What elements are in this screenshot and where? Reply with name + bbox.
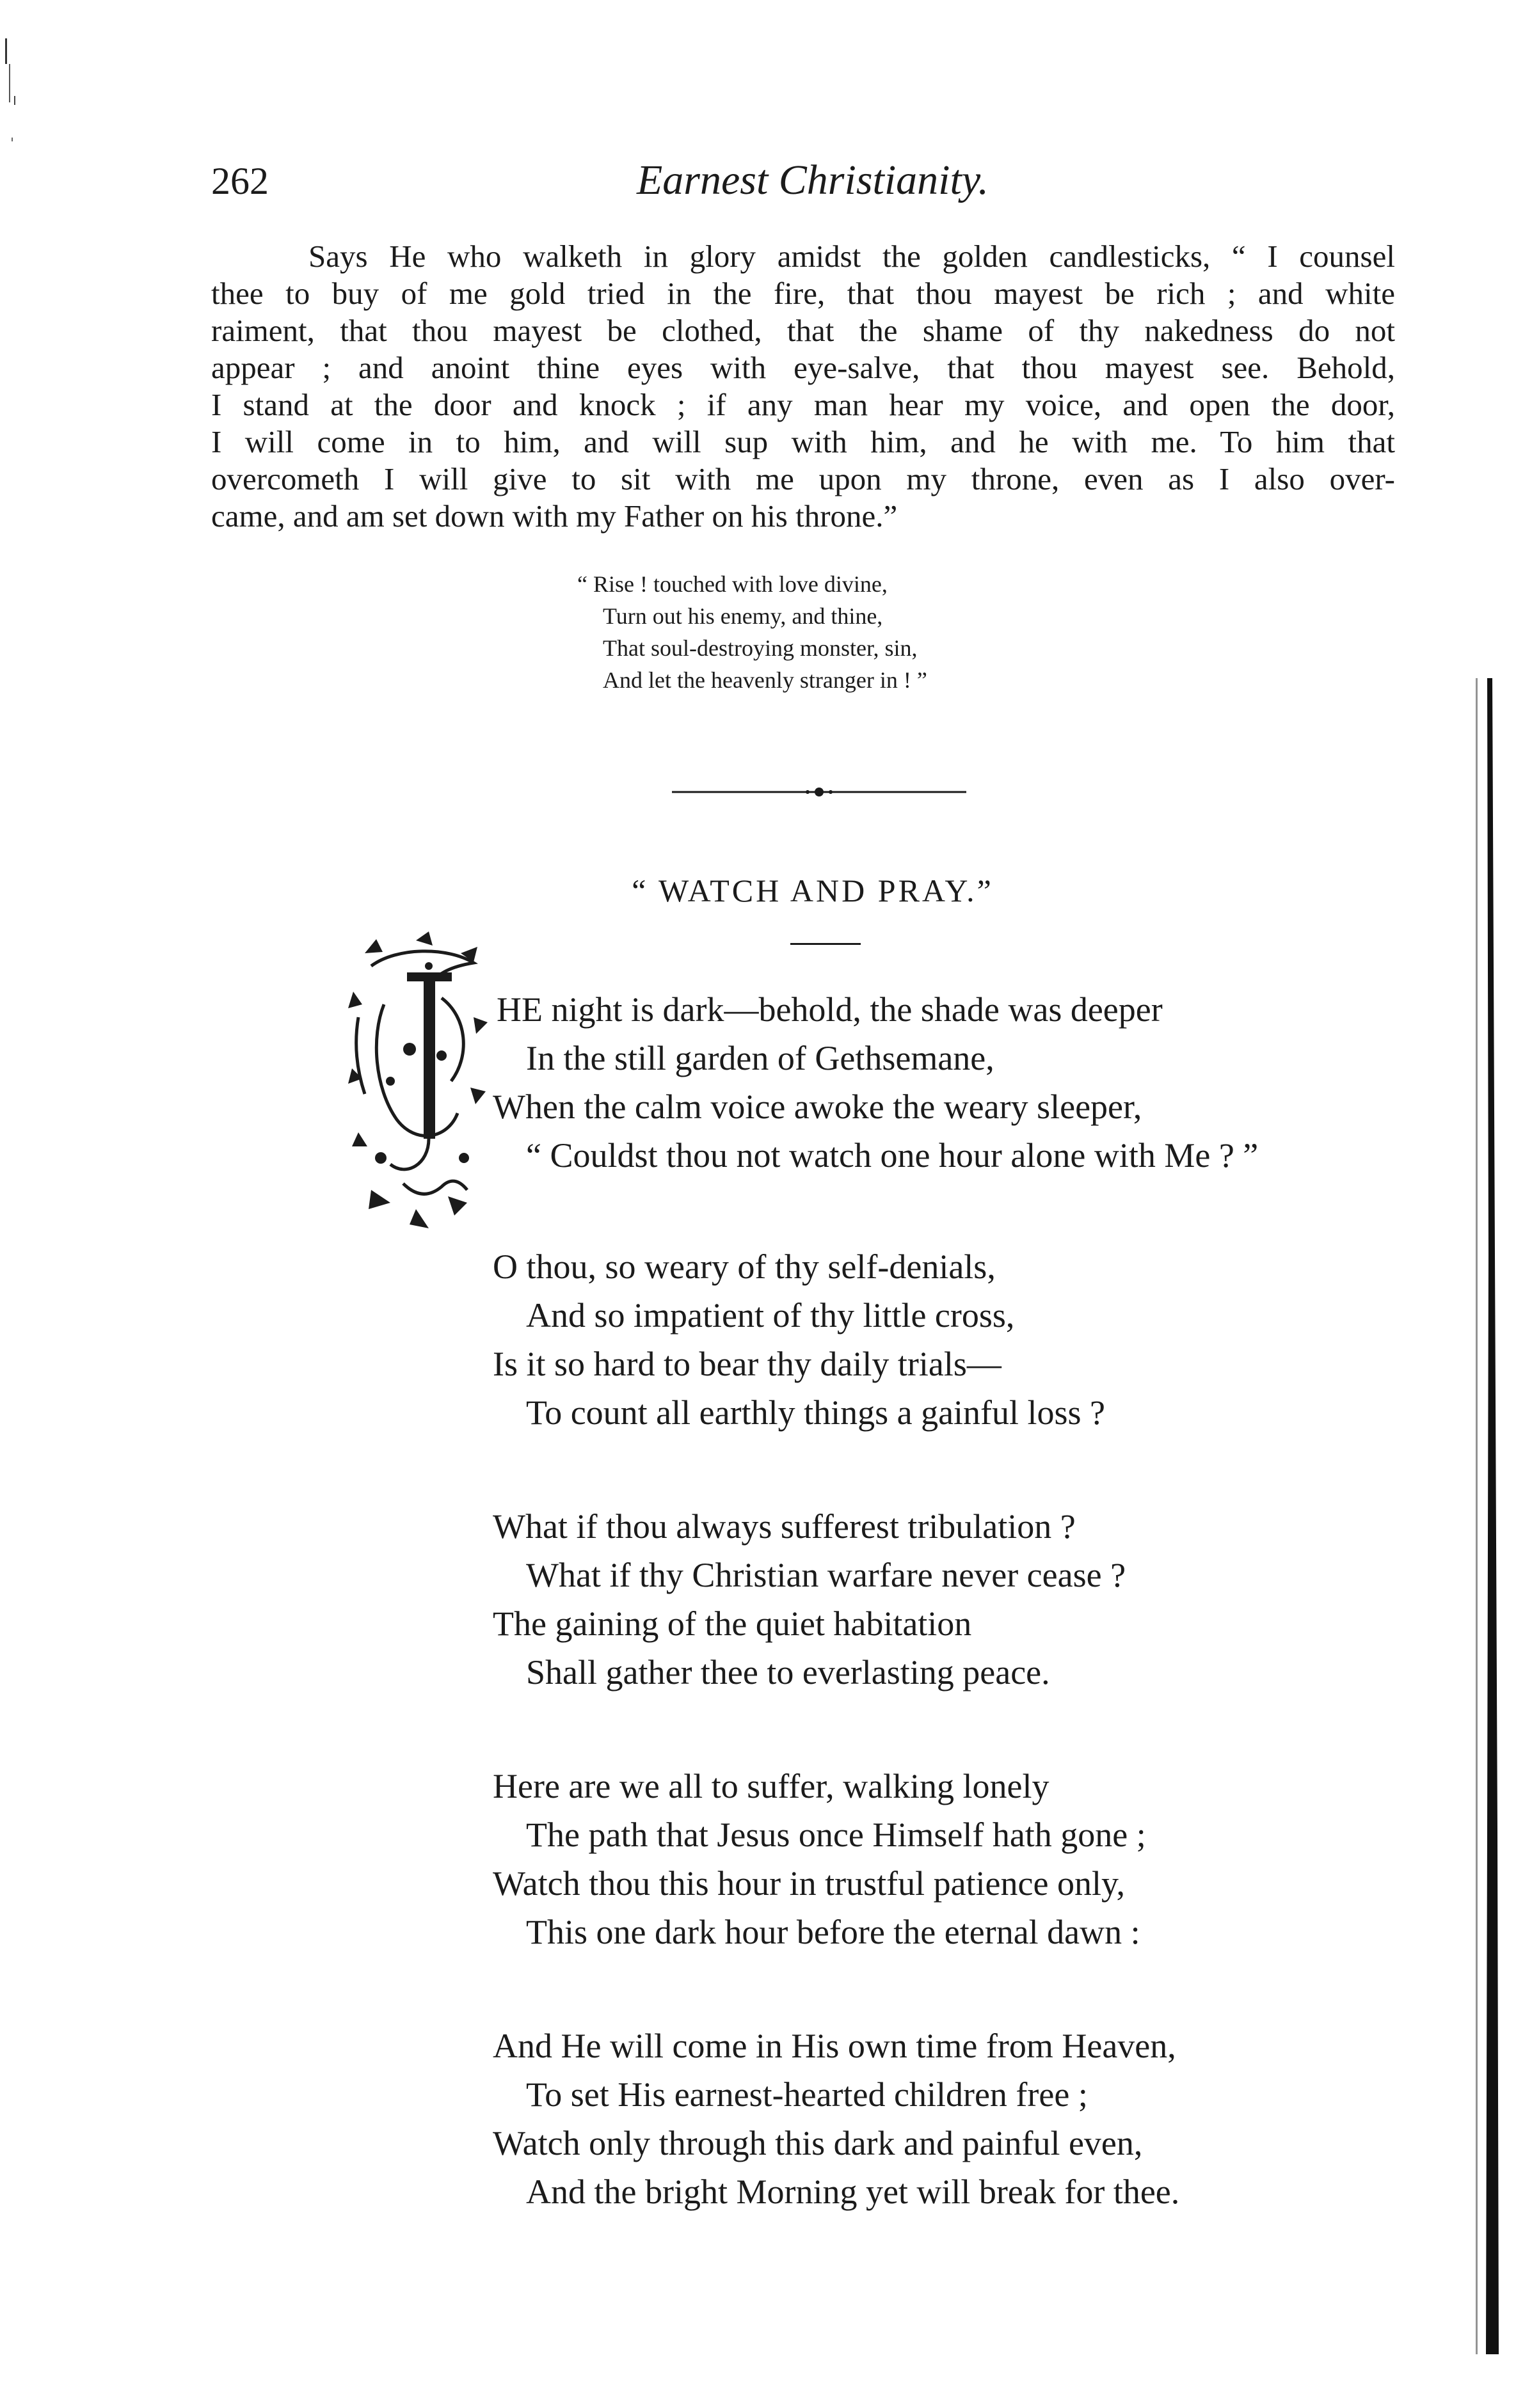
page-number: 262 [211,160,269,202]
prose-paragraph [211,238,1395,535]
poem-line: Here are we all to suffer, walking lonely [493,1767,1049,1805]
verse-line: Turn out his enemy, and thine, [603,603,883,629]
prose-line: appear ; and anoint thine eyes with eye-salve, that thou mayest see. Behold, [211,350,1395,385]
poem-line: The gaining of the quiet habitation [493,1604,972,1643]
poem-line: HE night is dark—behold, the shade was deeper [497,990,1163,1029]
scan-artifact [0,0,38,166]
prose-line: I will come in to him, and will sup with him, and he with me. To him that [211,424,1395,459]
poem-line: What if thou always sufferest tribulation ? [493,1507,1076,1546]
poem-line: To count all earthly things a gainful loss ? [526,1393,1106,1432]
prose-line: Says He who walketh in glory amidst the golden candlesticks, “ I counsel [308,239,1395,274]
poem-line: What if thy Christian warfare never cease ? [526,1556,1126,1594]
stanza [493,985,1258,1180]
stanza [493,2022,1179,2216]
prose-line: came, and am set down with my Father on his throne.” [211,498,898,534]
prose-line: raiment, that thou mayest be clothed, that the shame of thy nakedness do not [211,313,1395,348]
poem-line: O thou, so weary of thy self-denials, [493,1248,996,1286]
page-edge-shadow [1483,678,1500,2354]
hymn-quotation [577,568,927,696]
poem-line: “ Couldst thou not watch one hour alone with Me ? ” [526,1136,1259,1175]
stanza [493,1242,1105,1437]
poem-line: And He will come in His own time from Heaven, [493,2027,1176,2065]
prose-line: thee to buy of me gold tried in the fire, that thou mayest be rich ; and white [211,276,1395,311]
poem-line: And the bright Morning yet will break for thee. [526,2173,1180,2211]
poem-line: Is it so hard to bear thy daily trials— [493,1345,1001,1383]
poem-line: To set His earnest-hearted children free ; [526,2075,1088,2114]
stanza [493,1762,1146,1956]
prose-line: overcometh I will give to sit with me upon my throne, even as I also over- [211,461,1395,496]
running-title: Earnest Christianity. [636,157,989,203]
poem-line: Watch only through this dark and painful even, [493,2124,1143,2162]
ornamental-divider [672,779,966,805]
prose-line: I stand at the door and knock ; if any man hear my voice, and open the door, [211,387,1395,422]
poem-line: And so impatient of thy little cross, [526,1296,1015,1335]
decorative-initial-t [346,928,493,1235]
poem-line: Shall gather thee to everlasting peace. [526,1653,1050,1691]
verse-line: That soul-destroying monster, sin, [603,635,918,661]
poem-line: When the calm voice awoke the weary sleeper, [493,1088,1142,1126]
stanza [493,1502,1126,1697]
verse-line: And let the heavenly stranger in ! ” [603,667,927,693]
poem-title: “ WATCH AND PRAY.” [632,873,994,908]
title-rule [790,943,861,945]
verse-line: “ Rise ! touched with love divine, [577,571,888,597]
page-edge-line [1476,678,1478,2354]
poem-line: Watch thou this hour in trustful patience only, [493,1864,1125,1903]
poem-line: The path that Jesus once Himself hath gone ; [526,1816,1146,1854]
poem-line: In the still garden of Gethsemane, [526,1039,994,1077]
poem-line: This one dark hour before the eternal dawn : [526,1913,1140,1951]
